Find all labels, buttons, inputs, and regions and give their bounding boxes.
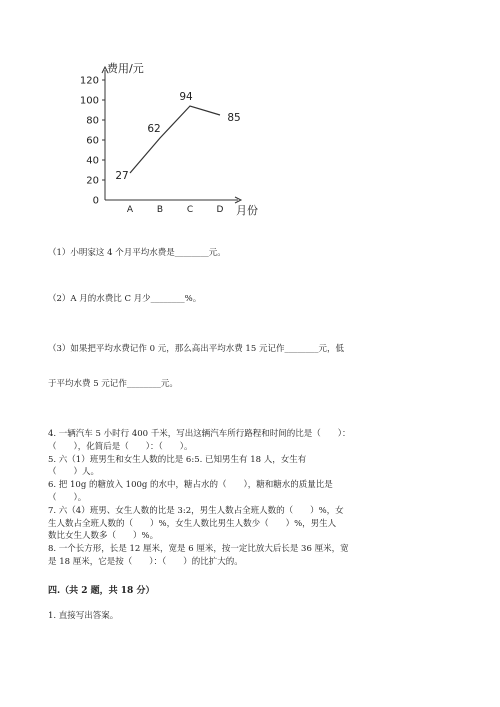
section-heading: 四.（共 2 题，共 18 分） — [48, 586, 155, 596]
problem-6-line-2: （ ）。 — [48, 493, 87, 503]
series-line — [130, 106, 220, 173]
data-label: 27 — [115, 170, 129, 182]
data-label: 62 — [147, 123, 161, 135]
problem-7-line-1: 7. 六（4）班男、女生人数的比是 3:2，男生人数占全班人数的（ ）%，女 — [48, 506, 344, 516]
problem-7-line-3: 数比女生人数多（ ）%。 — [48, 531, 159, 541]
question-2: （2）A 月的水费比 C 月少________%。 — [48, 294, 202, 304]
data-label: 85 — [227, 112, 241, 124]
section-item-1: 1. 直接写出答案。 — [48, 611, 119, 621]
problem-4-line-2: （ ），化简后是（ ）：（ ）。 — [48, 442, 193, 452]
y-tick-label: 100 — [79, 95, 99, 107]
problem-5-line-2: （ ）人。 — [48, 467, 100, 477]
problem-8-line-1: 8. 一个长方形，长是 12 厘米，宽是 6 厘米，按一定比放大后长是 36 厘米，宽 — [48, 544, 349, 554]
question-3-line-1: （3）如果把平均水费记作 0 元，那么高出平均水费 15 元记作________元，低 — [48, 344, 344, 354]
y-tick-label: 20 — [86, 175, 99, 187]
problem-8-line-2: 是 18 厘米，它是按（ ）：（ ）的比扩大的。 — [48, 557, 243, 567]
problem-4-line-1: 4. 一辆汽车 5 小时行 400 千米，写出这辆汽车所行路程和时间的比是（ ）： — [48, 429, 351, 439]
x-tick-label: C — [186, 205, 194, 215]
y-tick-label: 40 — [86, 155, 99, 167]
problem-6-line-1: 6. 把 10g 的糖放入 100g 的水中，糖占水的（ ），糖和糖水的质量比是 — [48, 480, 333, 490]
x-tick-label: D — [216, 205, 224, 215]
x-tick-label: B — [156, 205, 164, 215]
question-3-line-2: 于平均水费 5 元记作________元。 — [48, 379, 178, 389]
x-axis-title: 月份 — [236, 204, 258, 217]
data-label: 94 — [179, 91, 193, 103]
problem-5-line-1: 5. 六（1）班男生和女生人数的比是 6:5. 已知男生有 18 人，女生有 — [48, 455, 307, 465]
y-tick-label: 80 — [86, 115, 99, 127]
question-1: （1）小明家这 4 个月平均水费是________元。 — [48, 248, 226, 258]
water-fee-line-chart — [70, 58, 280, 220]
y-tick-label: 120 — [79, 75, 99, 87]
y-axis-title: 费用/元 — [107, 62, 144, 75]
x-tick-label: A — [126, 205, 134, 215]
problem-7-line-2: 生人数占全班人数的（ ）%，女生人数比男生人数少（ ）%，男生人 — [48, 519, 337, 529]
y-tick-label: 60 — [86, 135, 99, 147]
y-tick-label: 0 — [92, 195, 99, 207]
